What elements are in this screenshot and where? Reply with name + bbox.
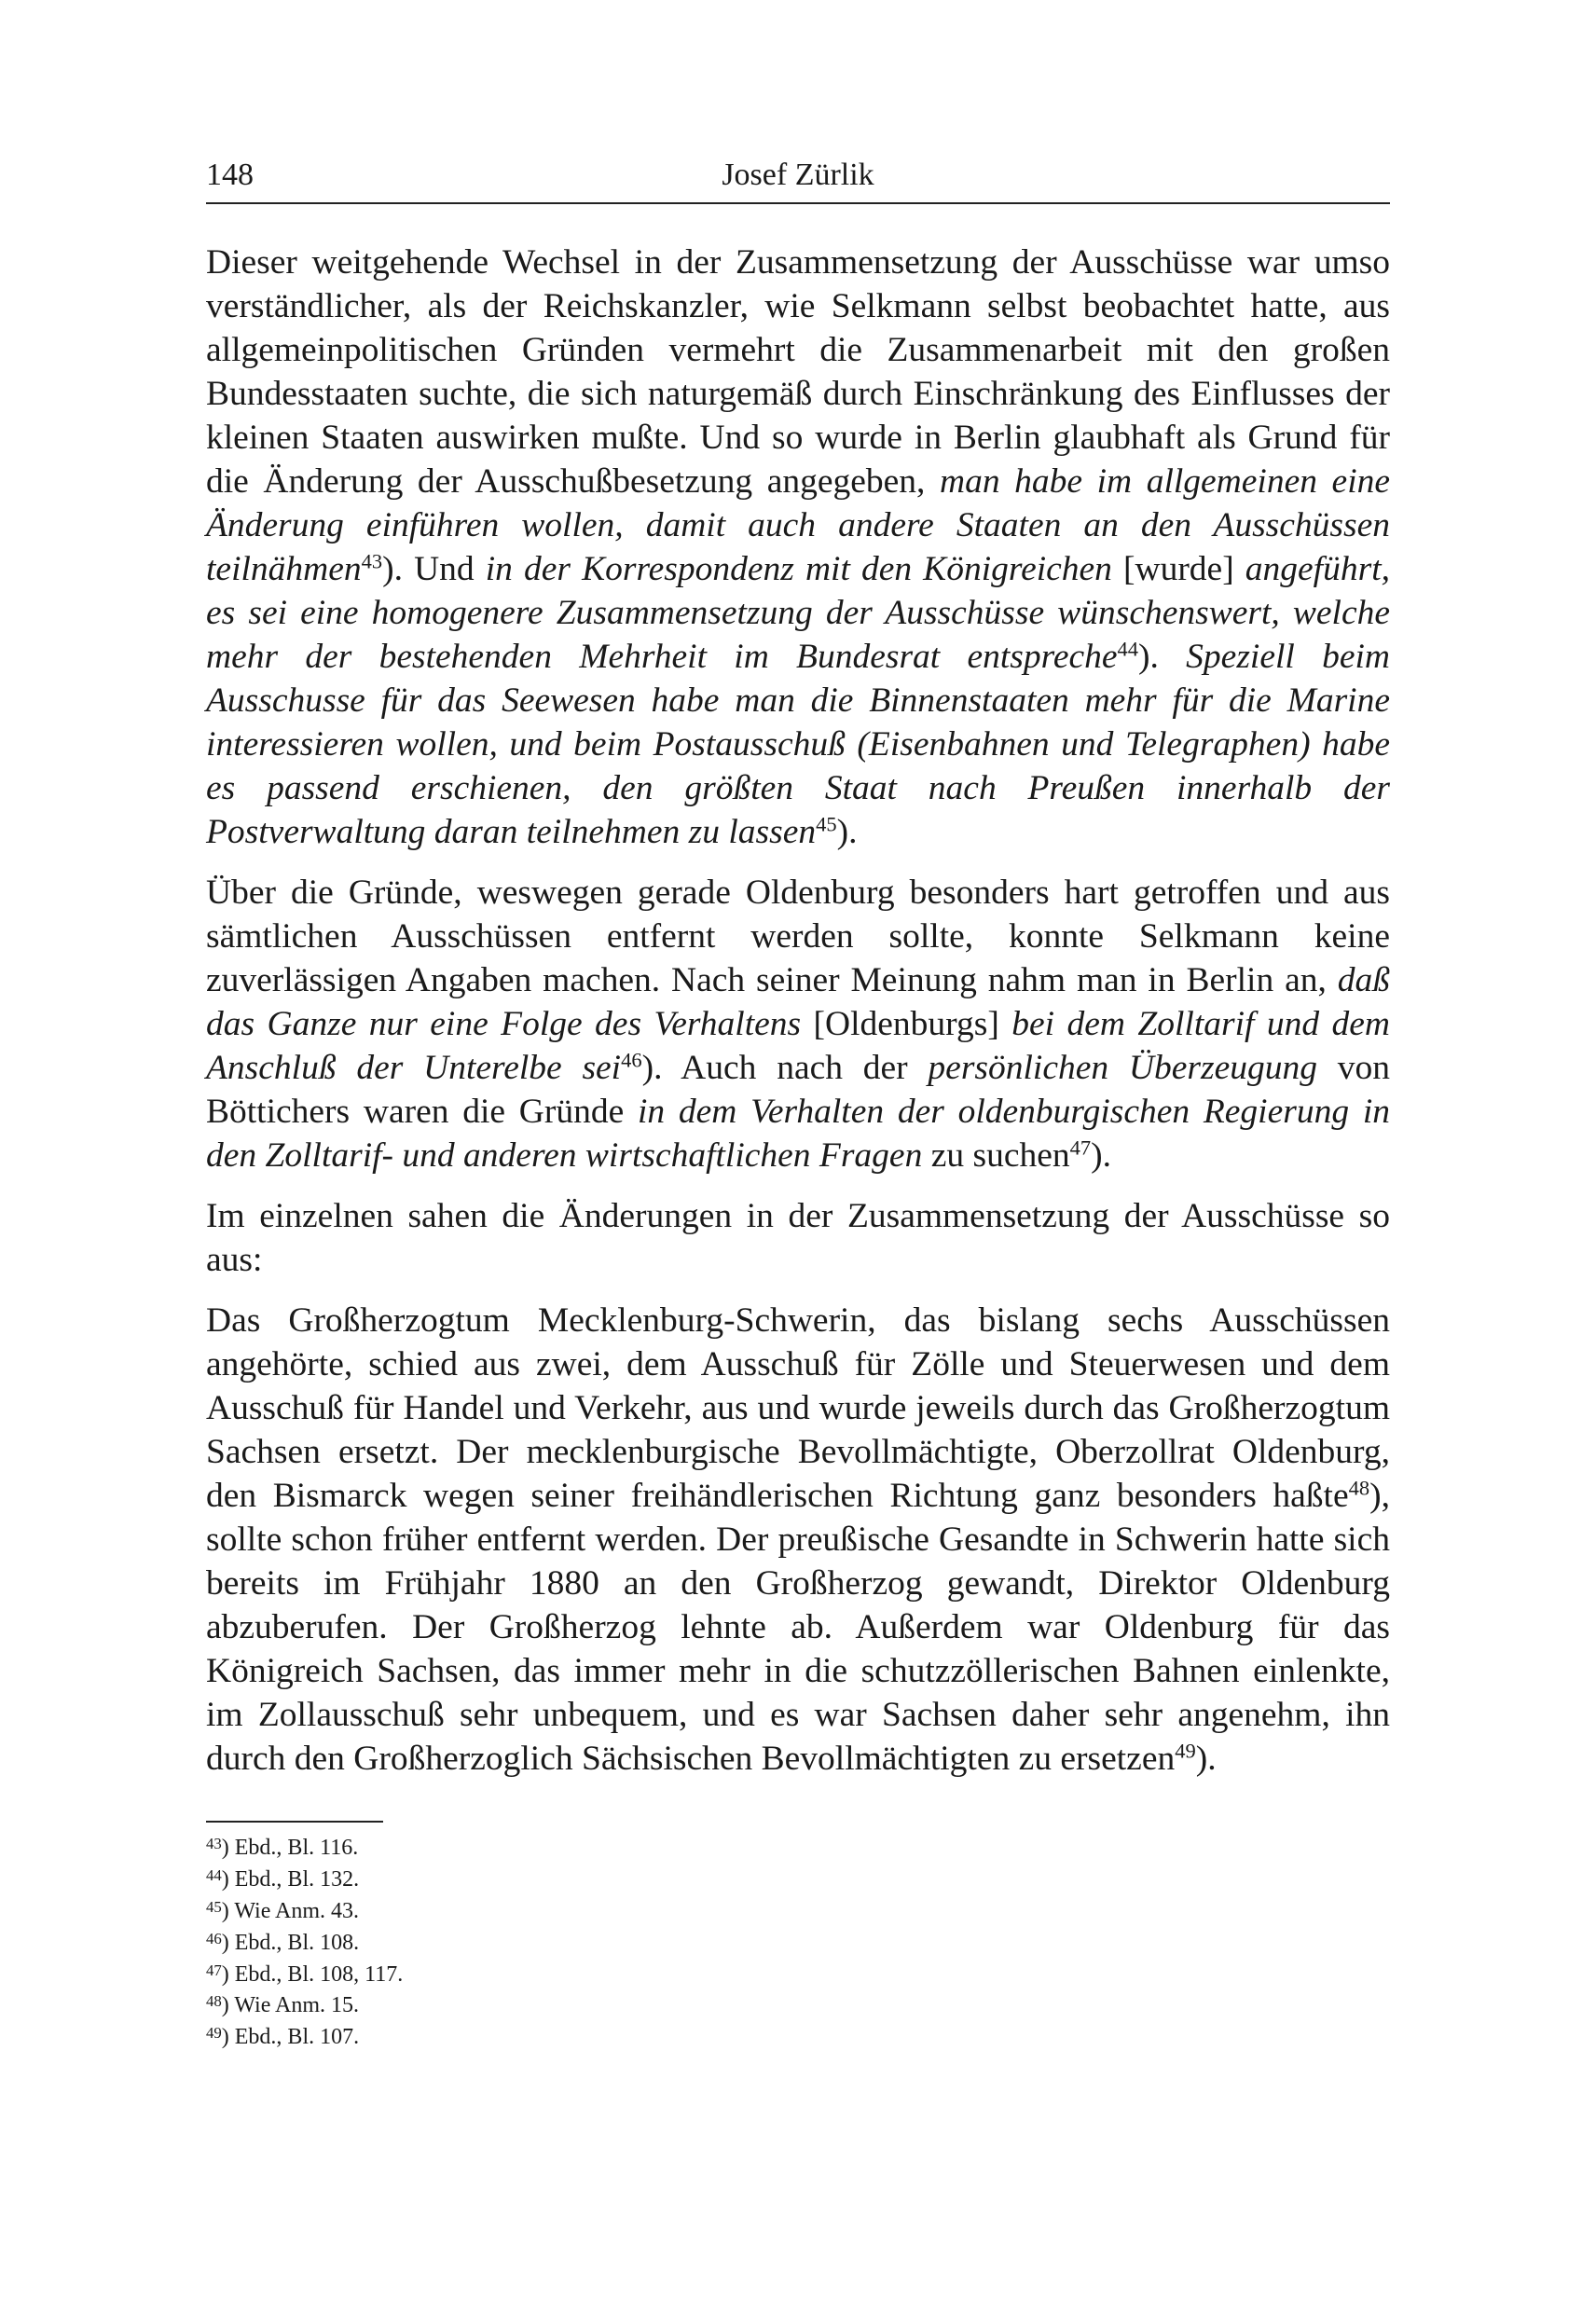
text-run: [wurde]: [1111, 550, 1245, 588]
footnote-number: 49: [206, 2024, 222, 2043]
footnote-text: ) Wie Anm. 15.: [221, 1993, 360, 2018]
text-run: ). Und: [382, 550, 486, 588]
text-run: ).: [1138, 638, 1187, 676]
footnote-text: ) Ebd., Bl. 108, 117.: [221, 1961, 404, 1987]
italic-quote: bei dem Zolltarif und dem Anschluß der Unterelbe sei: [206, 1005, 1390, 1087]
paragraph: [206, 1194, 1390, 1282]
footnote: [206, 1925, 765, 1957]
footnote: [206, 1893, 765, 1925]
footnote-reference[interactable]: 47: [1069, 1135, 1092, 1160]
footnote-number: 45: [206, 1897, 222, 1916]
footnote: [206, 1862, 765, 1893]
paragraph: [206, 1299, 1390, 1781]
text-run: Über die Gründe, weswegen gerade Oldenburg besonders hart getroffen und aus sämtlichen Ausschüssen entfernt werden sollte, konnte Selkmann keine zuverlässigen Angaben machen. Nach seiner Meinung nahm man in Berlin an,: [206, 874, 1390, 999]
italic-quote: in der Korrespondenz mit den Königreichen: [485, 550, 1112, 588]
italic-quote: Speziell beim Ausschusse für das Seewesen habe man die Binnenstaaten mehr für die Marine interessieren wollen, und beim Postausschuß (Eisenbahnen und Telegraphen) habe es passend erschienen, den größten Staat nach Preußen innerhalb der Postverwaltung daran teilnehmen zu lassen: [206, 638, 1390, 851]
footnote: [206, 2019, 765, 2051]
footnote-number: 48: [206, 1992, 222, 2011]
footnote-reference[interactable]: 44: [1117, 637, 1139, 661]
footnote-number: 43: [206, 1835, 222, 1852]
footnote-reference[interactable]: 43: [361, 549, 383, 573]
text-run: ).: [1091, 1136, 1111, 1175]
footnote-reference[interactable]: 48: [1348, 1476, 1370, 1500]
text-run: Im einzelnen sahen die Änderungen in der Zusammensetzung der Ausschüsse so aus:: [206, 1197, 1390, 1279]
italic-quote: in dem Verhalten der oldenburgischen Regierung in den Zolltarif- und anderen wirtschaftlichen Fragen: [206, 1093, 1390, 1175]
footnote: [206, 1957, 765, 1989]
footnote-text: ) Ebd., Bl. 132.: [221, 1866, 360, 1892]
text-run: Das Großherzogtum Mecklenburg-Schwerin, das bislang sechs Ausschüssen angehörte, schied aus zwei, dem Ausschuß für Zölle und Steuerwesen und dem Ausschuß für Handel und Verkehr, aus und wurde jeweils durch das Großherzogtum Sachsen ersetzt. Der mecklenburgische Bevollmächtigte, Oberzollrat Oldenburg, den Bismarck wegen seiner freihändlerischen Richtung ganz besonders haßte: [206, 1301, 1390, 1515]
text-run: ).: [836, 813, 858, 851]
page-number: 148: [206, 158, 254, 192]
footnote-reference[interactable]: 46: [621, 1048, 642, 1072]
footnote-text: ) Ebd., Bl. 108.: [221, 1930, 360, 1955]
page-header: [206, 154, 1390, 204]
footnote-number: 46: [206, 1929, 222, 1947]
paragraph: [206, 241, 1390, 854]
footnotes: [206, 1830, 765, 2051]
footnote: [206, 1988, 765, 2019]
footnote-text: ) Ebd., Bl. 116.: [221, 1835, 359, 1860]
text-run: Dieser weitgehende Wechsel in der Zusammensetzung der Ausschüsse war umso verständlicher, als der Reichskanzler, wie Selkmann selbst beobachtet hatte, aus allgemeinpolitischen Gründen vermehrt die Zusammenarbeit mit den großen Bundesstaaten suchte, die sich naturgemäß durch Einschränkung des Einflusses der kleinen Staaten auswirken mußte. Und so wurde in Berlin glaubhaft als Grund für die Änderung der Ausschußbesetzung angegeben,: [206, 243, 1390, 501]
text-run: ).: [1195, 1740, 1217, 1778]
paragraph: [206, 871, 1390, 1177]
footnote-number: 44: [206, 1865, 222, 1884]
italic-quote: angeführt, es sei eine homogenere Zusammensetzung der Ausschüsse wünschenswert, welche mehr der bestehenden Mehrheit im Bundesrat entspreche: [206, 550, 1390, 676]
footnote-text: ) Ebd., Bl. 107.: [221, 2025, 360, 2050]
italic-quote: man habe im allgemeinen eine Änderung einführen wollen, damit auch andere Staaten an den Ausschüssen teilnähmen: [206, 462, 1391, 588]
footnote-text: ) Wie Anm. 43.: [221, 1898, 360, 1923]
italic-quote: persönlichen Überzeugung: [928, 1049, 1317, 1087]
text-run: ), sollte schon früher entfernt werden. Der preußische Gesandte in Schwerin hatte sich bereits im Frühjahr 1880 an den Großherzog gewandt, Direktor Oldenburg abzuberufen. Der Großherzog lehnte ab. Außerdem war Oldenburg für das Königreich Sachsen, das immer mehr in die schutzzöllerischen Bahnen einlenkte, im Zollausschuß sehr unbequem, und es war Sachsen daher sehr angenehm, ihn durch den Großherzoglich Sächsischen Bevollmächtigten zu ersetzen: [206, 1477, 1390, 1778]
body-text: [206, 241, 1390, 1797]
footnote-reference[interactable]: 49: [1175, 1739, 1196, 1763]
footnote-reference[interactable]: 45: [816, 812, 837, 836]
footnote: [206, 1830, 765, 1862]
running-head: Josef Zürlik: [722, 158, 874, 192]
footnote-separator: [206, 1821, 383, 1823]
footnote-number: 47: [206, 1961, 222, 1979]
text-run: ). Auch nach der: [641, 1049, 929, 1087]
text-run: [Oldenburgs]: [801, 1005, 1012, 1043]
text-run: zu suchen: [922, 1136, 1070, 1175]
italic-quote: daß das Ganze nur eine Folge des Verhaltens: [206, 961, 1390, 1043]
text-run: von Böttichers waren die Gründe: [206, 1049, 1390, 1131]
